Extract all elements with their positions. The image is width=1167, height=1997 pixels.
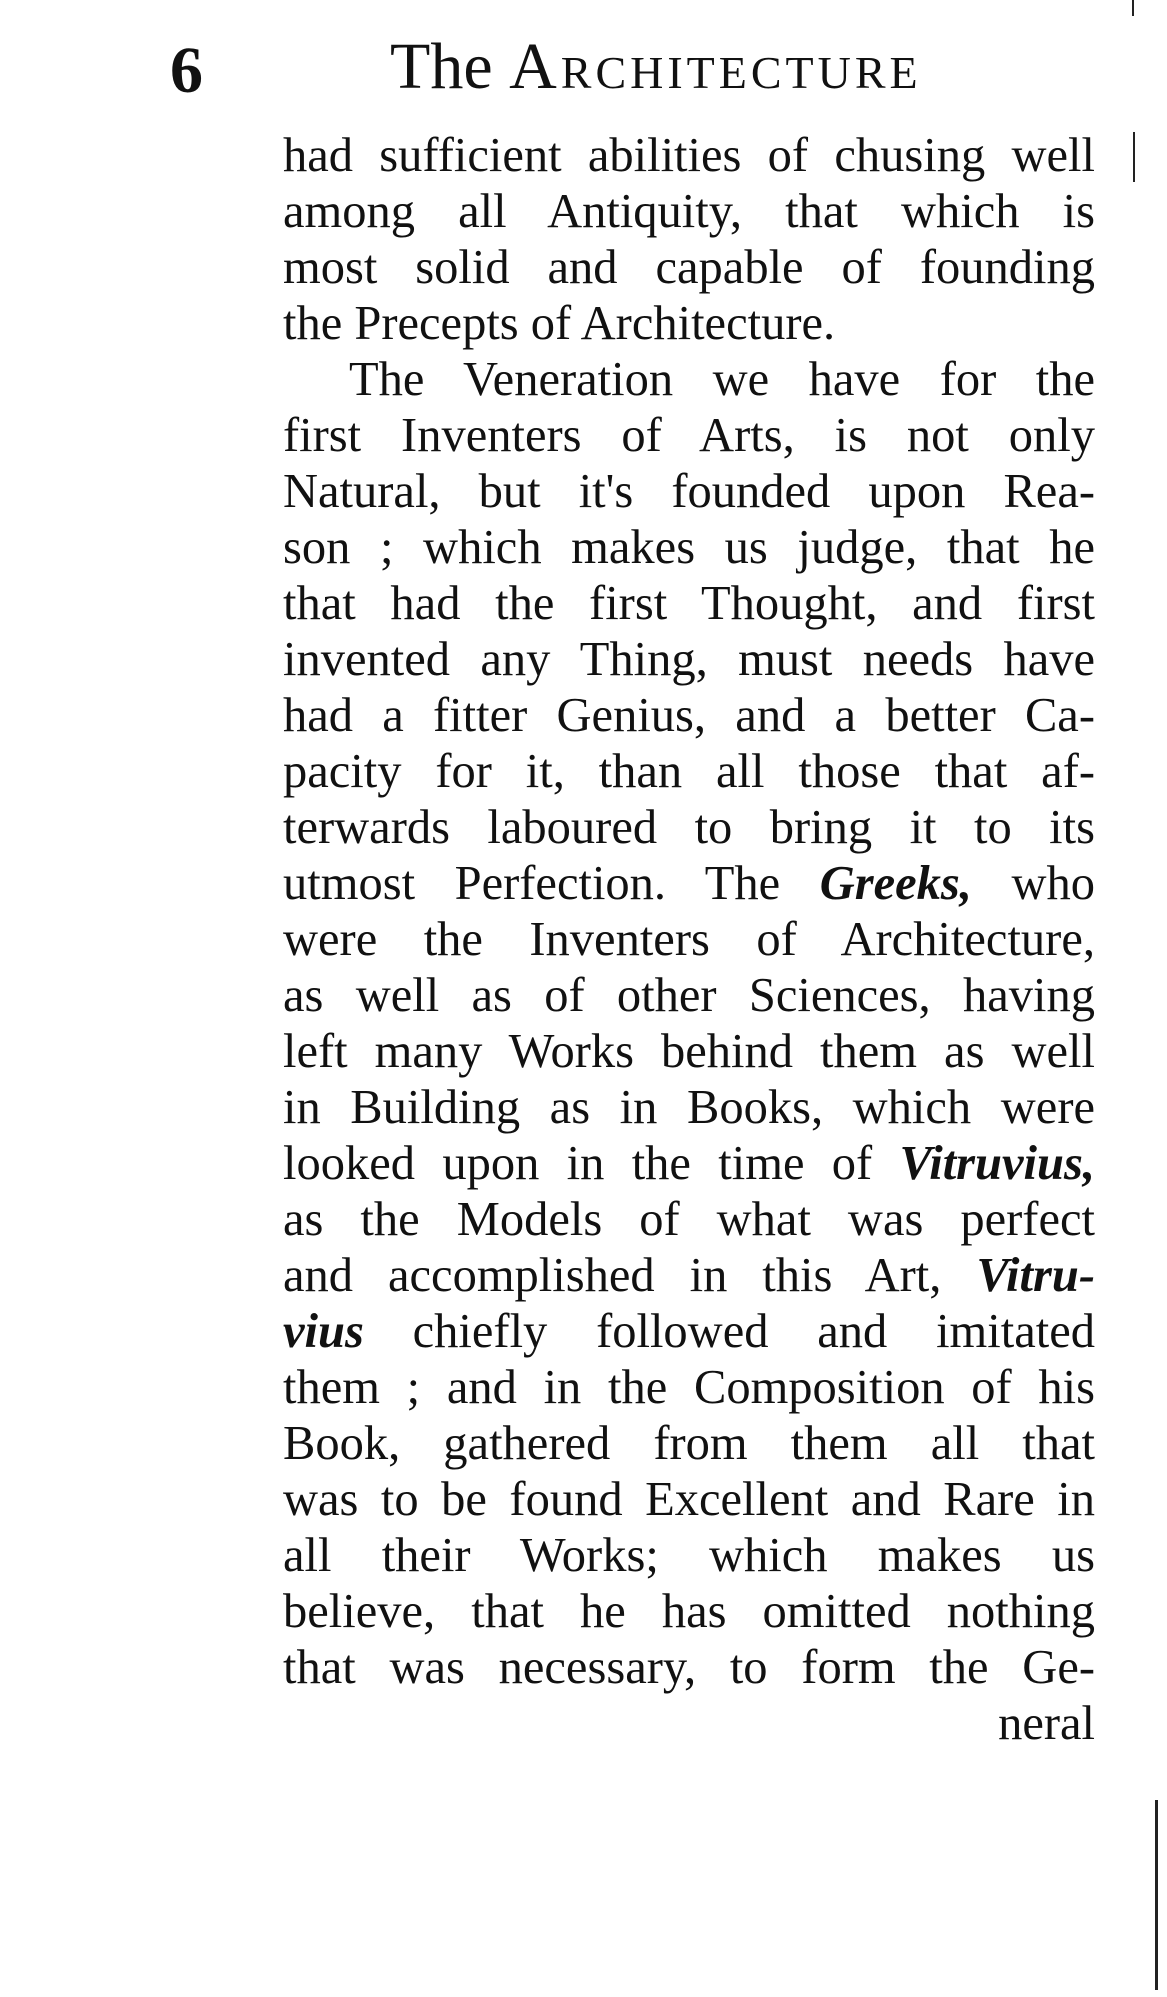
page-edge-mark bbox=[1132, 0, 1134, 16]
text-segment: utmost Perfection. The bbox=[283, 857, 820, 910]
text-segment: chiefly followed and imitated bbox=[412, 1305, 1095, 1358]
text-line: invented any Thing, must needs have bbox=[283, 633, 1095, 686]
text-line: Natural, but it's founded upon Rea- bbox=[283, 465, 1095, 518]
text-line: most solid and capable of founding bbox=[283, 241, 1095, 294]
text-line: pacity for it, than all those that af- bbox=[283, 745, 1095, 798]
text-line: believe, that he has omitted nothing bbox=[283, 1585, 1095, 1638]
running-head-the: The bbox=[390, 30, 493, 103]
page-number: 6 bbox=[170, 34, 203, 107]
text-line: as the Models of what was perfect bbox=[283, 1193, 1095, 1246]
catchword: neral bbox=[998, 1697, 1095, 1750]
text-line: had a fitter Genius, and a better Ca- bbox=[283, 689, 1095, 742]
italic-word-vitruvius: Vitruvius, bbox=[899, 1137, 1095, 1190]
text-line: The Veneration we have for the bbox=[349, 353, 1095, 406]
running-head bbox=[390, 30, 922, 103]
text-line: had sufficient abilities of chusing well bbox=[283, 129, 1095, 182]
text-line: among all Antiquity, that which is bbox=[283, 185, 1095, 238]
text-block bbox=[283, 128, 1095, 1752]
page-edge-mark bbox=[1155, 1800, 1158, 1990]
text-line: terwards laboured to bring it to its bbox=[283, 801, 1095, 854]
text-segment: looked upon in the time of bbox=[283, 1137, 900, 1190]
text-line bbox=[283, 1304, 1095, 1360]
text-line: that was necessary, to form the Ge- bbox=[283, 1641, 1095, 1694]
text-line: as well as of other Sciences, having bbox=[283, 969, 1095, 1022]
italic-word-vitru: Vitru- bbox=[976, 1249, 1095, 1302]
text-line bbox=[283, 1248, 1095, 1304]
text-line: the Precepts of Architecture. bbox=[283, 297, 836, 350]
text-line bbox=[283, 856, 1095, 912]
text-line: Book, gathered from them all that bbox=[283, 1417, 1095, 1470]
text-line: in Building as in Books, which were bbox=[283, 1081, 1095, 1134]
text-segment: and accomplished in this Art, bbox=[283, 1249, 977, 1302]
text-line: all their Works; which makes us bbox=[283, 1529, 1095, 1582]
text-segment: who bbox=[971, 857, 1095, 910]
text-line: was to be found Excellent and Rare in bbox=[283, 1473, 1095, 1526]
text-line: them ; and in the Composition of his bbox=[283, 1361, 1095, 1414]
italic-word-vius: vius bbox=[283, 1305, 364, 1358]
text-line: were the Inventers of Architecture, bbox=[283, 913, 1095, 966]
running-head-architecture: Architecture bbox=[509, 30, 922, 103]
text-line: son ; which makes us judge, that he bbox=[283, 521, 1095, 574]
italic-word-greeks: Greeks, bbox=[819, 857, 972, 910]
text-line: that had the first Thought, and first bbox=[283, 577, 1095, 630]
text-line: first Inventers of Arts, is not only bbox=[283, 409, 1095, 462]
page-edge-mark bbox=[1133, 132, 1135, 182]
text-line bbox=[283, 1136, 1095, 1192]
text-line: left many Works behind them as well bbox=[283, 1025, 1095, 1078]
